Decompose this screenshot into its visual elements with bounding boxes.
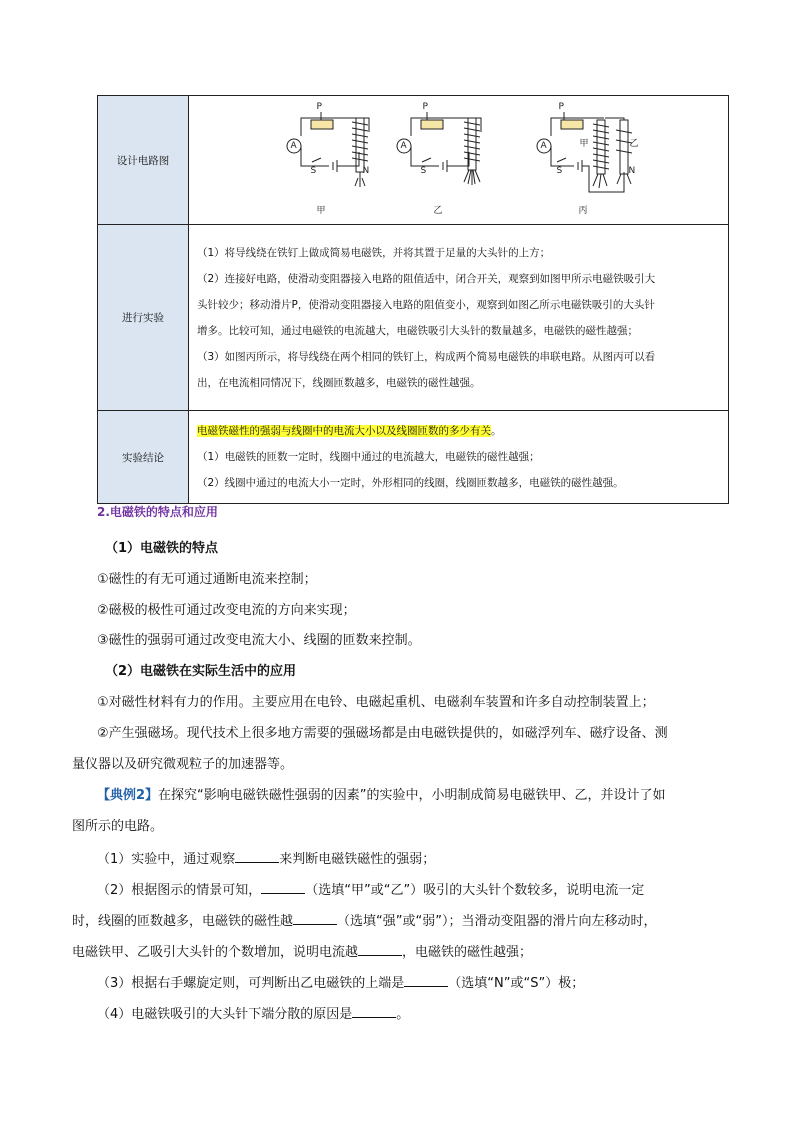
pole-label-jia: N [362, 166, 370, 176]
question-text: 来判断电磁铁磁性的强弱； [279, 852, 436, 867]
experiment-line: 出，在电流相同情况下，线圈匝数越多，电磁铁的磁性越强。 [197, 376, 481, 389]
experiment-line: 增多。比较可知，通过电磁铁的电流越大，电磁铁吸引大头针的数量越多，电磁铁的磁性越强； [197, 324, 638, 337]
example-tag: 【典例2】 [97, 788, 159, 803]
question-text: （3）根据右手螺旋定则，可判断出乙电磁铁的上端是 [97, 976, 405, 991]
slider-label-jia: P [316, 102, 322, 112]
application-item-continued: 量仪器以及研究微观粒子的加速器等。 [72, 757, 294, 772]
row-label-conclusion: 实验结论 [98, 411, 189, 504]
circuit-diagram [249, 100, 669, 220]
answer-blank[interactable] [293, 910, 337, 925]
slider-label-bing: P [558, 102, 564, 112]
subsection-heading-applications: （2）电磁铁在实际生活中的应用 [105, 664, 297, 679]
example-intro-continued: 图所示的电路。 [72, 819, 164, 834]
ammeter-label-yi: A [400, 141, 407, 151]
circuit-yi [397, 112, 481, 185]
question-text: 电磁铁甲、乙吸引大头针的个数增加，说明电流越 [72, 945, 359, 960]
table-row-experiment [98, 225, 729, 411]
question-2-continued [72, 941, 532, 963]
answer-blank[interactable] [261, 879, 305, 894]
subsection-heading-features: （1）电磁铁的特点 [105, 541, 219, 556]
row-label-experiment: 进行实验 [98, 225, 189, 411]
circuit-diagram-cell [189, 96, 729, 225]
circuit-diagram-drawing [249, 100, 669, 220]
example-intro [97, 786, 666, 806]
question-2-continued [72, 910, 656, 932]
highlighted-conclusion: 电磁铁磁性的强弱与线圈中的电流大小以及线圈匝数的多少有关 [197, 425, 491, 437]
slider-label-yi: P [422, 102, 428, 112]
experiment-line: （1）将导线绕在铁钉上做成简易电磁铁，并将其置于足量的大头针的上方； [197, 246, 551, 259]
pole-label-bing: N [628, 166, 636, 176]
magnet-mark-jia: 甲 [579, 139, 589, 149]
diagram-label-yi: 乙 [433, 206, 443, 216]
experiment-line: （2）连接好电路，使滑动变阻器接入电路的阻值适中，闭合开关，观察到如图甲所示电磁铁吸引大 [197, 272, 656, 285]
conclusion-line: （1）电磁铁的匝数一定时，线圈中通过的电流越大，电磁铁的磁性越强； [197, 451, 540, 463]
table-row-circuit [98, 96, 729, 225]
experiment-line: （3）如图丙所示，将导线绕在两个相同的铁钉上，构成两个简易电磁铁的串联电路。从图丙可以看 [197, 350, 656, 363]
question-text: ，电磁铁的磁性越强； [402, 945, 533, 960]
question-text: 。 [396, 1007, 410, 1022]
ammeter-label-jia: A [290, 141, 297, 151]
switch-label-jia: S [310, 166, 317, 176]
section-title: 2.电磁铁的特点和应用 [97, 505, 218, 519]
answer-blank[interactable] [352, 1003, 396, 1018]
feature-item: ①磁性的有无可通过通断电流来控制； [97, 572, 317, 587]
question-text: （2）根据图示的情景可知， [97, 883, 262, 898]
question-text: （1）实验中，通过观察 [97, 852, 236, 867]
answer-blank[interactable] [358, 941, 402, 956]
circuit-jia [287, 112, 369, 187]
conclusion-line: （2）线圈中通过的电流大小一定时，外形相同的线圈，线圈匝数越多，电磁铁的磁性越强。 [197, 477, 624, 489]
switch-label-yi: S [420, 166, 427, 176]
ammeter-label-bing: A [540, 141, 547, 151]
question-text: 时，线圈的匝数越多，电磁铁的磁性越 [72, 914, 294, 929]
experiment-line: 头针较少；移动滑片P，使滑动变阻器接入电路的阻值变小，观察到如图乙所示电磁铁吸引的大头针 [197, 298, 655, 311]
conclusion-summary-end: 。 [491, 425, 502, 437]
question-text: （选填“N”或“S”）极； [448, 976, 585, 991]
feature-item: ③磁性的强弱可通过改变电流大小、线圈的匝数来控制。 [97, 633, 421, 648]
question-text: （选填“甲”或“乙”）吸引的大头针个数较多，说明电流一定 [305, 883, 645, 898]
conclusion-summary [197, 418, 720, 444]
question-text: （选填“强”或“弱”）；当滑动变阻器的滑片向左移动时， [337, 914, 657, 929]
question-1 [97, 848, 435, 870]
question-3 [97, 972, 584, 994]
example-intro-text: 在探究“影响电磁铁磁性强弱的因素”的实验中，小明制成简易电磁铁甲、乙，并设计了如 [158, 788, 666, 803]
question-2 [97, 879, 644, 901]
question-4 [97, 1003, 409, 1025]
answer-blank[interactable] [235, 848, 279, 863]
row-label-circuit: 设计电路图 [98, 96, 189, 225]
conclusion-content [189, 411, 729, 504]
application-item: ①对磁性材料有力的作用。主要应用在电铃、电磁起重机、电磁刹车装置和许多自动控制装置上； [97, 695, 655, 710]
application-item: ②产生强磁场。现代技术上很多地方需要的强磁场都是由电磁铁提供的，如磁浮列车、磁疗设备、测 [97, 726, 668, 741]
feature-item: ②磁极的极性可通过改变电流的方向来实现； [97, 603, 356, 618]
magnet-mark-yi: 乙 [629, 139, 639, 149]
question-text: （4）电磁铁吸引的大头针下端分散的原因是 [97, 1007, 353, 1022]
diagram-label-bing: 丙 [578, 206, 588, 216]
experiment-table [97, 95, 729, 504]
switch-label-bing: S [556, 166, 563, 176]
diagram-label-jia: 甲 [316, 206, 326, 216]
experiment-content [189, 225, 729, 411]
circuit-bing [537, 112, 632, 192]
answer-blank[interactable] [404, 972, 448, 987]
table-row-conclusion [98, 411, 729, 504]
